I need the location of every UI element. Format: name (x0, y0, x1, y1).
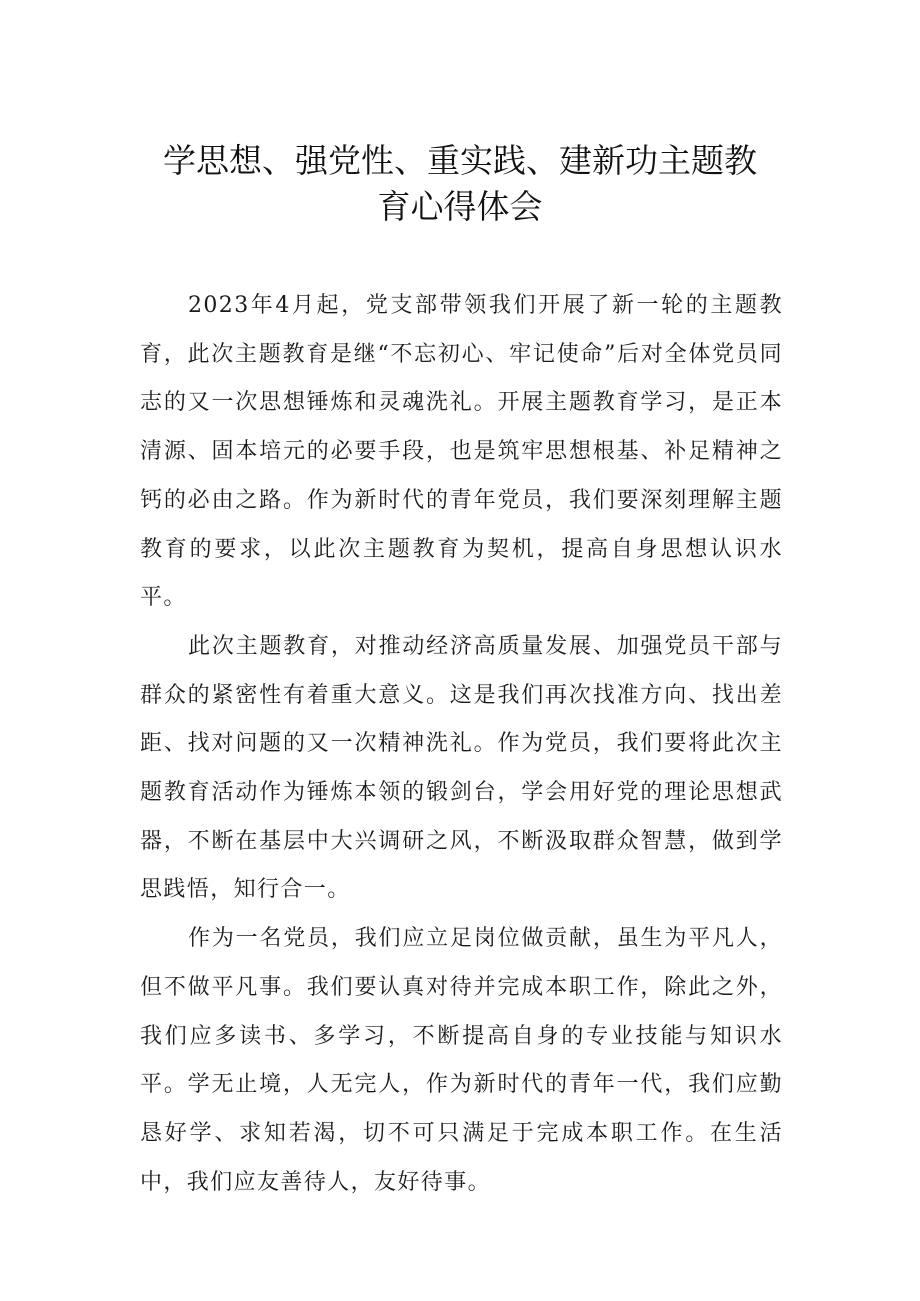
document-title (140, 138, 780, 230)
paragraph-2: 此次主题教育，对推动经济高质量发展、加强党员干部与群众的紧密性有着重大意义。这是我们再次找准方向、找出差距、找对问题的又一次精神洗礼。作为党员，我们要将此次主题教育活动作为锤炼本领的锻剑台，学会用好党的理论思想武器，不断在基层中大兴调研之风，不断汲取群众智慧，做到学思践悟，知行合一。 (140, 633, 783, 903)
paragraph-3: 作为一名党员，我们应立足岗位做贡献，虽生为平凡人，但不做平凡事。我们要认真对待并完成本职工作，除此之外，我们应多读书、多学习，不断提高自身的专业技能与知识水平。学无止境，人无完人，作为新时代的青年一代，我们应勤恳好学、求知若渴，切不可只满足于完成本职工作。在生活中，我们应友善待人，友好待事。 (140, 926, 783, 1195)
title-line-2: 育心得体会 (377, 187, 543, 226)
title-line-1: 学思想、强党性、重实践、建新功主题教 (163, 141, 757, 180)
document-body (140, 282, 783, 1207)
paragraph-1: 2023年4月起，党支部带领我们开展了新一轮的主题教育，此次主题教育是继“不忘初心、牢记使命”后对全体党员同志的又一次思想锤炼和灵魂洗礼。开展主题教育学习，是正本清源、固本培元的必要手段，也是筑牢思想根基、补足精神之钙的必由之路。作为新时代的青年党员，我们要深刻理解主题教育的要求，以此次主题教育为契机，提高自身思想认识水平。 (140, 293, 783, 611)
